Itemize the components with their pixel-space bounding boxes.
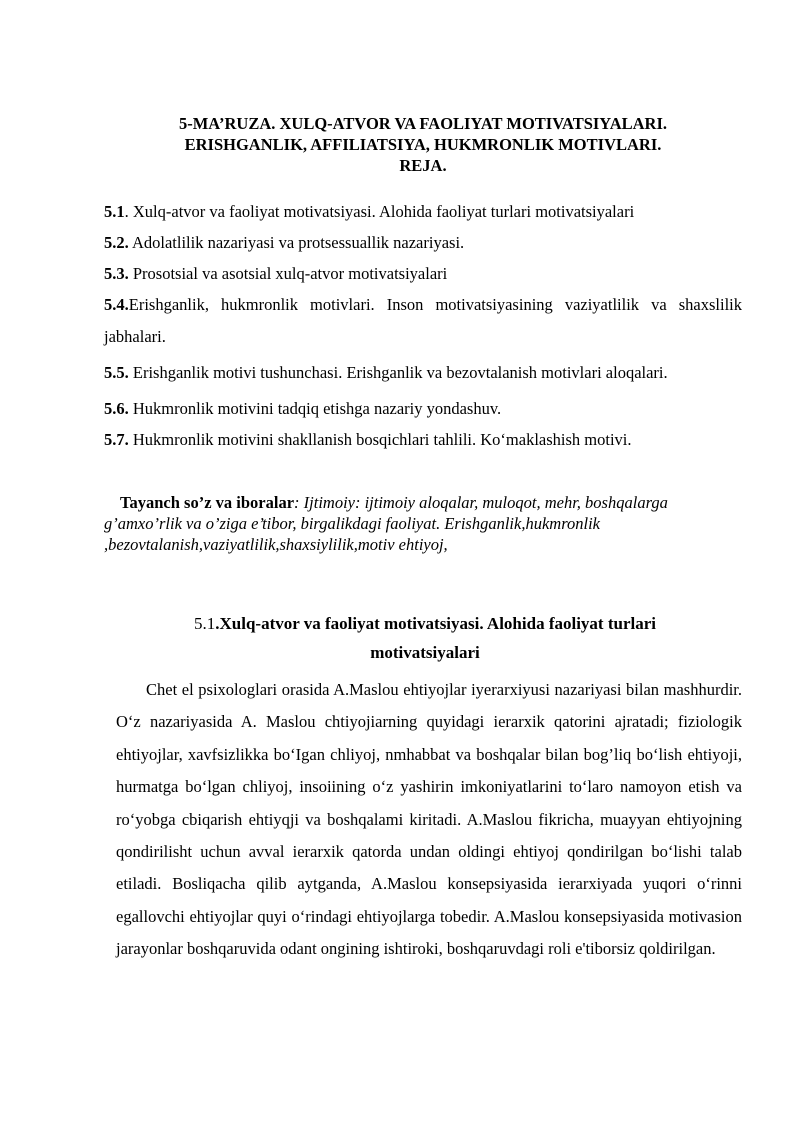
plan-item-text: Erishganlik, hukmronlik motivlari. Inson motivatsiyasining vaziyatlilik va shaxslilik jabhalari. <box>104 295 742 346</box>
section-heading <box>140 609 710 667</box>
plan-item <box>104 289 742 353</box>
section-title: .Xulq-atvor va faoliyat motivatsiyasi. Alohida faoliyat turlari motivatsiyalari <box>215 614 656 662</box>
plan-item <box>104 398 742 420</box>
plan-item-text: Hukmronlik motivini shakllanish bosqichlari tahlili. Ko‘maklashish motivi. <box>128 430 632 449</box>
plan-item-number: 5.2. <box>104 233 129 252</box>
title-line-1: 5-MA’RUZA. XULQ-ATVOR VA FAOLIYAT MOTIVATSIYALARI. <box>178 114 668 133</box>
title-line-2: ERISHGANLIK, AFFILIATSIYA, HUKMRONLIK MOTIVLARI. <box>184 135 662 154</box>
plan-item-number: 5.7. <box>104 430 129 449</box>
keywords-text: Ijtimoiy: ijtimoiy aloqalar, muloqot, mehr, boshqalarga g’amxo’rlik va o’ziga e’tibor, birgalikdagi faoliyat. Erishganlik,hukmronlik ,bezovtalanish,vaziyatlilik,shaxsiylilik,motiv ehtiyoj, <box>104 493 668 554</box>
plan-list <box>104 201 742 451</box>
section-number: 5.1 <box>194 614 216 633</box>
keywords-lead: Tayanch so’z va iboralar <box>120 493 295 512</box>
title-line-3: REJA. <box>399 156 447 175</box>
plan-item <box>104 429 742 451</box>
plan-item <box>104 232 742 254</box>
keywords-block <box>104 492 724 555</box>
plan-item-text: Hukmronlik motivini tadqiq etishga nazariy yondashuv. <box>128 399 502 418</box>
plan-item-text: Adolatlilik nazariyasi va protsessuallik nazariyasi. <box>128 233 465 252</box>
plan-item-number: 5.6. <box>104 399 129 418</box>
plan-item-number: 5.4. <box>104 295 129 314</box>
plan-item <box>104 201 742 223</box>
keywords-colon: : <box>294 493 300 512</box>
plan-item-number: 5.1 <box>104 202 125 221</box>
plan-item <box>104 263 742 285</box>
plan-item <box>104 357 742 389</box>
page-title <box>100 113 746 176</box>
plan-item-text: . Xulq-atvor va faoliyat motivatsiyasi. Alohida faoliyat turlari motivatsiyalari <box>124 202 635 221</box>
plan-item-text: Erishganlik motivi tushunchasi. Erishganlik va bezovtalanish motivlari aloqalari. <box>128 363 668 382</box>
plan-item-number: 5.5. <box>104 363 129 382</box>
plan-item-text: Prosotsial va asotsial xulq-atvor motivatsiyalari <box>128 264 448 283</box>
section-paragraph: Chet el psixologlari orasida A.Maslou ehtiyojlar iyerarxiyusi nazariyasi bilan mashhurdir. O‘z nazariyasida A. Maslou chtiyojiarning quyidagi ierarxik qatorini ajratadi; fiziologik ehtiyojlar, xavfsizlikka bo‘Igan chliyoj, nmhabbat va boshqalar bilan bog’liq bo‘lish ehtiyoji, hurmatga bo‘lgan chliyoj, insoiining o‘z yashirin imkoniyatlarini to‘laro namoyon etish va ro‘yobga cbiqarish ehtiyqji va boshqalami kiritadi. A.Maslou fikricha, muayyan ehtiyojning qondirilisht uchun avval ierarxik qatorda undan oldingi ehtiyoj qondirilgan bo‘lishi talab etiladi. Bosliqacha qilib aytganda, A.Maslou konsepsiyasida ierarxiyada yuqori o‘rinni egallovchi ehtiyojlar quyi o‘rindagi ehtiyojlarga tobedir. A.Maslou konsepsiyasida motivasion jarayonlar boshqaruvida odant ongining ishtiroki, boshqaruvdagi roli e'tiborsiz qoldirilgan. <box>116 680 742 959</box>
plan-item-number: 5.3. <box>104 264 129 283</box>
